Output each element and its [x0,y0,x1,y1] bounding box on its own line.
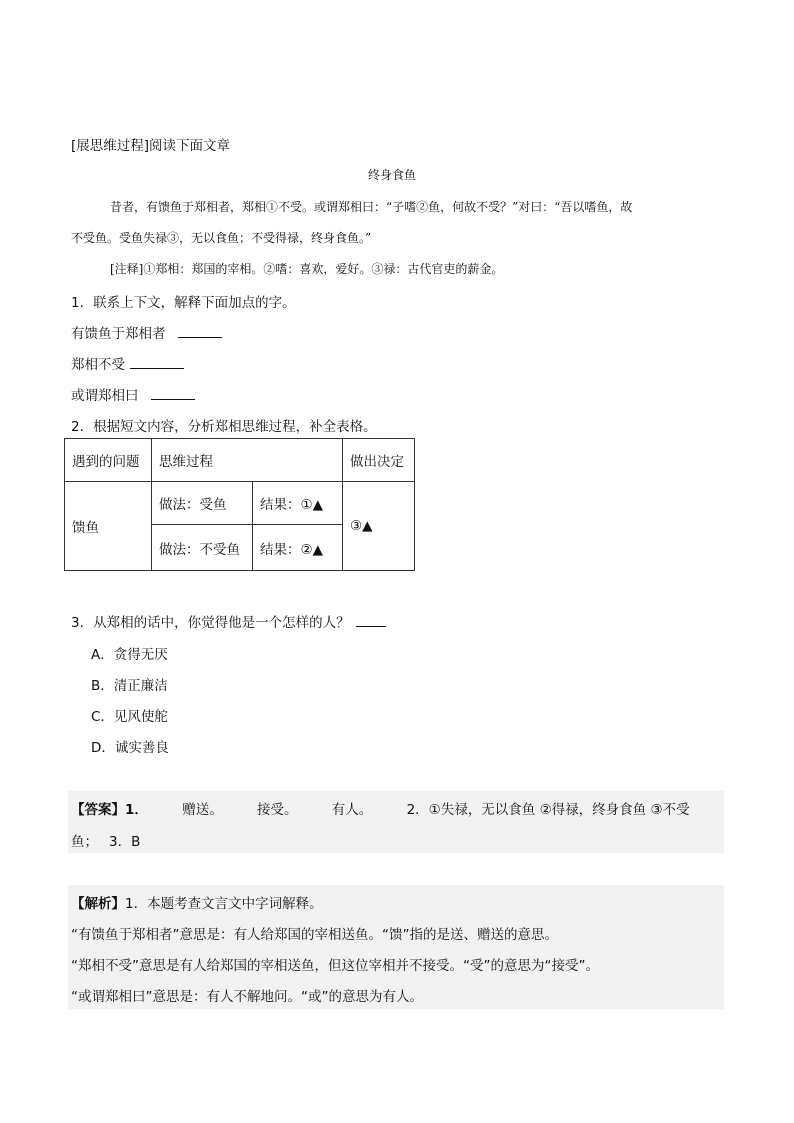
answer-line-2: 鱼； 3．B [71,834,141,850]
answer-blank[interactable] [151,386,195,400]
answer-q1-b: 接受。 [257,802,298,818]
option-c[interactable]: C．见风使舵 [91,709,168,725]
option-b[interactable]: B．清正廉洁 [91,678,168,694]
q1-item-text: 郑相不受 [71,357,125,373]
q1-item-1 [71,322,222,342]
q3-prompt-row [71,611,386,631]
cell-decision[interactable]: ③▲ [343,482,415,571]
analysis-line-2: “有馈鱼于郑相者”意思是：有人给郑国的宰相送鱼。“馈”指的是送、赠送的意思。 [71,927,558,943]
passage-line-1: 昔者，有馈鱼于郑相者，郑相①不受。或谓郑相曰：“子嗜②鱼，何故不受？”对曰：“吾以嗜鱼，故 [110,200,633,214]
cell-problem: 馈鱼 [65,482,152,571]
answer-q1-number: 1． [125,802,148,818]
analysis-label: 【解析】 [71,896,125,912]
q1-item-text: 有馈鱼于郑相者 [71,326,166,342]
cell-way-1: 做法：受鱼 [152,482,253,525]
header-problem: 遇到的问题 [65,439,152,482]
passage-title: 终身食鱼 [368,168,417,182]
q1-item-2 [71,353,184,373]
header-process: 思维过程 [152,439,343,482]
cell-result-2[interactable]: 结果：②▲ [253,525,343,571]
q1-prompt: 1．联系上下文，解释下面加点的字。 [71,295,296,311]
answer-blank[interactable] [130,355,184,369]
analysis-line-4: “或谓郑相曰”意思是：有人不解地问。“或”的意思为有人。 [71,989,423,1005]
q1-item-text: 或谓郑相曰 [71,388,139,404]
answer-label: 【答案】 [71,802,125,818]
header-decision: 做出决定 [343,439,415,482]
section-intro: [展思维过程]阅读下面文章 [71,138,231,154]
passage-line-2: 不受鱼。受鱼失禄③，无以食鱼；不受得禄，终身食鱼。” [71,231,372,245]
thinking-process-table [64,438,415,571]
answer-q2: 2．①失禄，无以食鱼 ②得禄，终身食鱼 ③不受 [406,802,690,818]
answer-q1-a: 赠送。 [182,802,223,818]
cell-result-1[interactable]: 结果：①▲ [253,482,343,525]
q2-prompt: 2．根据短文内容，分析郑相思维过程，补全表格。 [71,419,377,435]
answer-blank[interactable] [178,324,222,338]
answer-line-1 [71,798,690,818]
q1-item-3 [71,384,195,404]
cell-way-2: 做法：不受鱼 [152,525,253,571]
option-d[interactable]: D．诚实善良 [91,740,169,756]
analysis-intro: 1．本题考查文言文中字词解释。 [125,896,323,912]
passage-note: [注释]①郑相：郑国的宰相。②嗜：喜欢，爱好。③禄：古代官吏的薪金。 [110,262,504,276]
option-a[interactable]: A．贪得无厌 [91,647,168,663]
analysis-line-1 [71,892,323,912]
q3-prompt: 3．从郑相的话中，你觉得他是一个怎样的人？ [71,615,350,631]
answer-blank[interactable] [356,613,386,627]
answer-q1-c: 有人。 [331,802,373,818]
analysis-line-3: “郑相不受”意思是有人给郑国的宰相送鱼，但这位宰相并不接受。“受”的意思为“接受”。 [71,958,599,974]
